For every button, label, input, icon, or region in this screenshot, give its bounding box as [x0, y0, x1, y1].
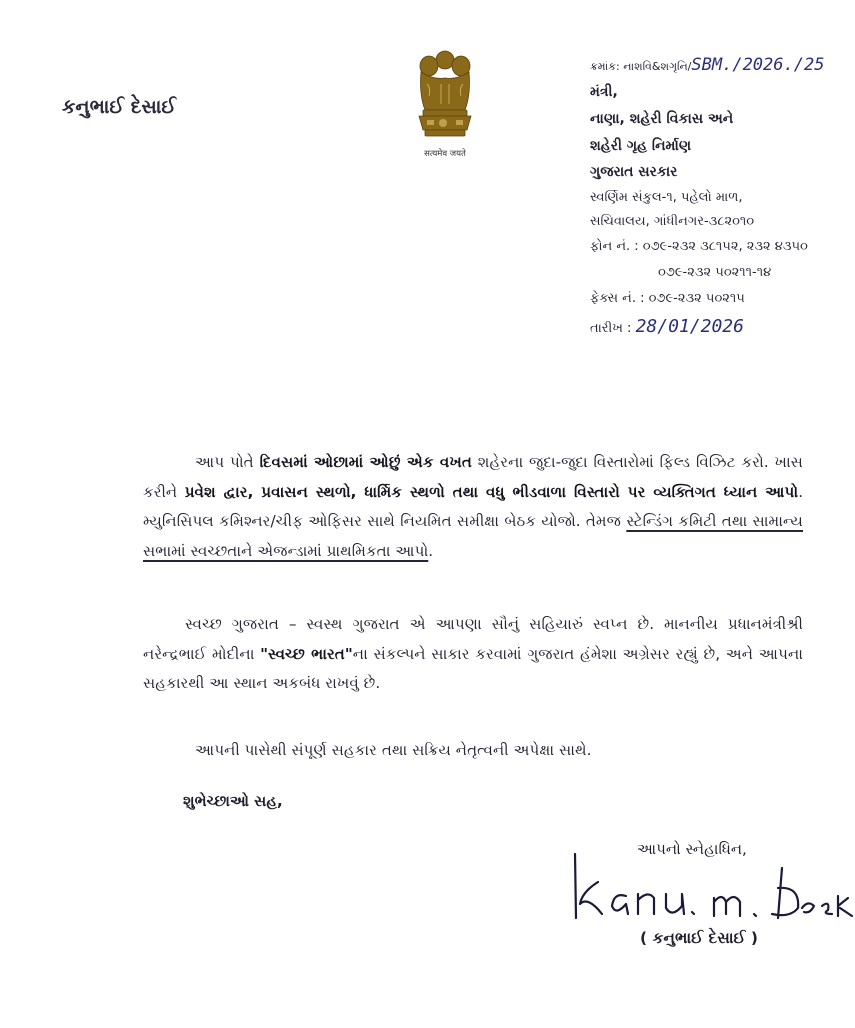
p1-bold-1: દિવસમાં ઓછામાં ઓછું એક વખત [259, 453, 472, 471]
p1-underlined: સ્ટેન્ડિંગ કમિટી તથા સામાન્ય સભામાં સ્વચ્છતાને એજન્ડામાં પ્રાથમિકતા આપો [143, 512, 803, 560]
address-line-1: સ્વર્ણિમ સંકુલ-૧, પહેલો માળ, [590, 190, 743, 205]
signatory-name: ( કનુભાઈ દેસાઈ ) [640, 929, 758, 947]
date-label: તારીખ : [590, 321, 632, 336]
phone-line-2: ૦૭૯-૨૩૨ ૫૦૨૧૧-૧૪ [658, 265, 772, 280]
paragraph-2 [143, 610, 803, 699]
p2-bold-1: "સ્વચ્છ ભારત" [260, 644, 353, 663]
date-handwritten: 28/01/2026 [635, 316, 744, 337]
p1-bold-2: પ્રવેશ દ્વાર, પ્રવાસન સ્થળો, ધાર્મિક સ્થળો તથા વધુ ભીડવાળા વિસ્તારો પર વ્યક્તિગત ધ્યાન આપો [184, 482, 799, 501]
p1-text-2: શહેરના જુદા-જુદા વિસ્તારોમાં ફિલ્ડ વિઝિટ કરો. ખાસ કરીને [143, 453, 803, 501]
department-line-2: શહેરી ગૃહ નિર્માણ [590, 138, 692, 154]
p1-text-1: આપ પોતે [195, 453, 260, 471]
paragraph-1 [143, 448, 803, 566]
address-line-2: સચિવાલય, ગાંધીનગર-૩૮૨૦૧૦ [590, 214, 755, 229]
national-emblem-icon [405, 44, 485, 166]
p1-text-3: . મ્યુનિસિપલ કમિશ્નર/ચીફ ઓફિસર સાથે નિયમિત સમીક્ષા બેઠક યોજો. તેમજ [143, 482, 804, 530]
p2-text-2: ના સંકલ્પને સાકાર કરવામાં ગુજરાત હંમેશા અગ્રેસર રહ્યું છે, અને આપના સહકારથી આ સ્થાન અકબંધ રાખવું છે. [143, 644, 803, 692]
department-line-1: નાણા, શહેરી વિકાસ અને [590, 111, 734, 127]
p1-end: . [428, 541, 434, 560]
designation: મંત્રી, [590, 84, 618, 100]
ashoka-lion-capital-icon [405, 44, 485, 148]
emblem-motto: सत्यमेव जयते [424, 149, 466, 159]
reference-prefix: ક્રમાંક: નાશવિ&શગૃનિ/ [590, 60, 692, 73]
signature [568, 848, 855, 940]
date-line [590, 316, 744, 337]
paragraph-3: આપની પાસેથી સંપૂર્ણ સહકાર તથા સક્રિય નેતૃત્વની અપેક્ષા સાથે. [195, 741, 592, 759]
phone-line-1: ફોન નં. : ૦૭૯-૨૩૨ ૩૮૧૫૨, ૨૩૨ ૪૩૫૦ [590, 239, 808, 254]
p2-text-1: સ્વચ્છ ગુજરાત – સ્વસ્થ ગુજરાત એ આપણા સૌનું સહિયારું સ્વપ્ન છે. માનનીય પ્રધાનમંત્રીશ્રી નરેન્દ્રભાઈ મોદીના [143, 615, 803, 663]
closing-yours: આપનો સ્નેહાધિન, [637, 840, 747, 858]
closing-greeting: શુભેચ્છાઓ સહ, [183, 792, 283, 810]
handwritten-signature-icon [568, 848, 855, 940]
reference-handwritten: SBM./2026./25 [691, 55, 825, 75]
sender-name: કનુભાઈ દેસાઈ [62, 96, 177, 118]
fax-number: ફેક્સ નં. : ૦૭૯-૨૩૨ ૫૦૨૧૫ [590, 291, 745, 306]
government-name: ગુજરાત સરકાર [590, 164, 678, 180]
reference-number [590, 55, 824, 75]
